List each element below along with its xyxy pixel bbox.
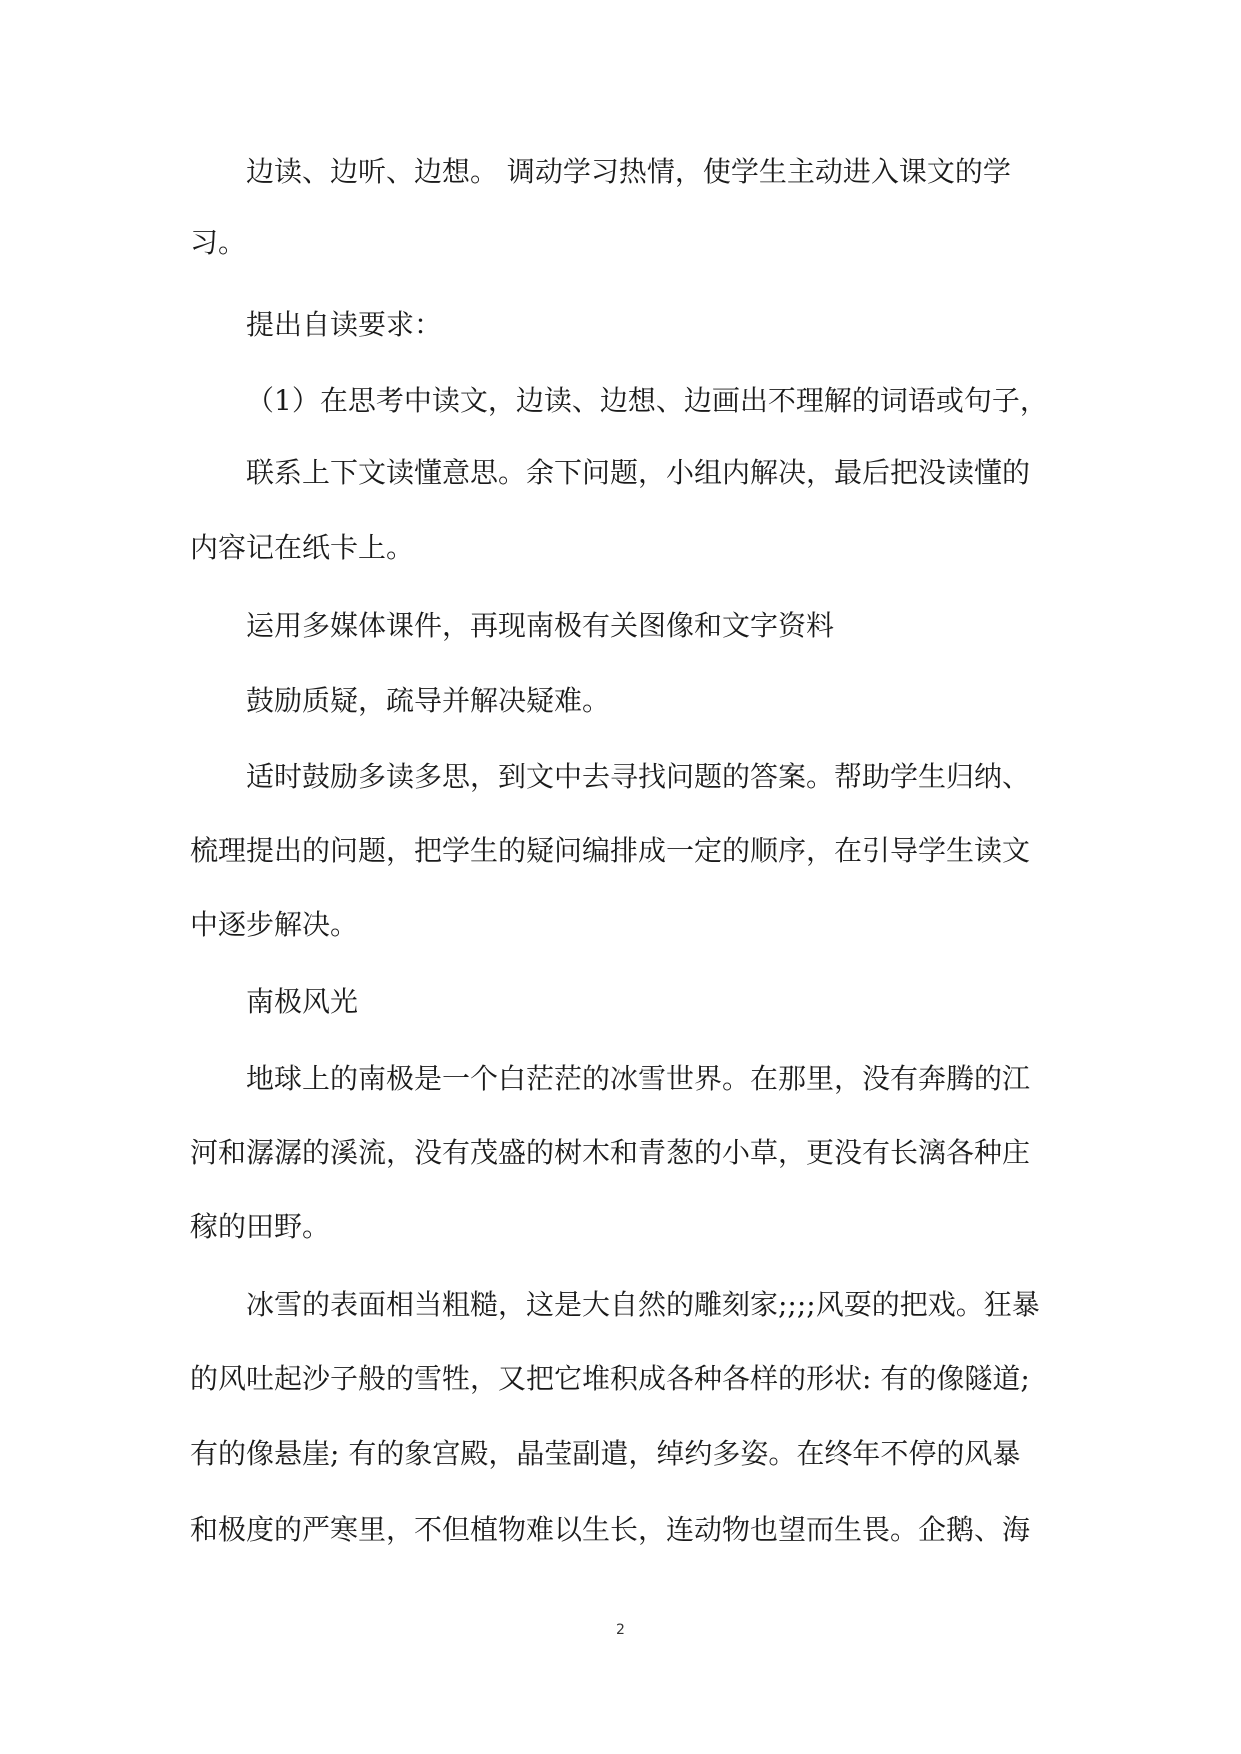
text-line: 习。 <box>190 226 247 259</box>
text-line: 运用多媒体课件，再现南极有关图像和文字资料 <box>246 609 835 642</box>
text-line: 梳理提出的问题，把学生的疑问编排成一定的顺序，在引导学生读文 <box>190 834 1031 867</box>
text-line: 地球上的南极是一个白茫茫的冰雪世界。在那里，没有奔腾的江 <box>246 1062 1031 1095</box>
text-line: 稼的田野。 <box>190 1210 331 1243</box>
text-line: 有的像悬崖; 有的象宫殿，晶莹副遣，绰约多姿。在终年不停的风暴 <box>190 1437 1021 1470</box>
text-line: 河和潺潺的溪流，没有茂盛的树木和青葱的小草，更没有长漓各种庄 <box>190 1136 1031 1169</box>
text-line: 适时鼓励多读多思，到文中去寻找问题的答案。帮助学生归纳、 <box>246 760 1031 793</box>
text-line: 的风吐起沙子般的雪牲，又把它堆积成各种各样的形状: 有的像隧道; <box>190 1362 1030 1395</box>
text-line: 联系上下文读懂意思。余下问题，小组内解决，最后把没读懂的 <box>246 456 1031 489</box>
section-heading: 南极风光 <box>246 985 359 1018</box>
text-line: 中逐步解决。 <box>190 908 359 941</box>
text-line: 内容记在纸卡上。 <box>190 531 415 564</box>
text-line: （1）在思考中读文，边读、边想、边画出不理解的词语或句子， <box>246 384 1048 417</box>
text-line: 和极度的严寒里，不但植物难以生长，连动物也望而生畏。企鹅、海 <box>190 1513 1031 1546</box>
text-line: 提出自读要求： <box>246 308 443 341</box>
text-line: 冰雪的表面相当粗糙，这是大自然的雕刻家;;;;风耍的把戏。狂暴 <box>246 1288 1040 1321</box>
page-number: 2 <box>616 1622 625 1638</box>
text-line: 鼓励质疑，疏导并解决疑难。 <box>246 684 611 717</box>
text-line: 边读、边听、边想。 调动学习热情，使学生主动进入课文的学 <box>246 155 1011 188</box>
